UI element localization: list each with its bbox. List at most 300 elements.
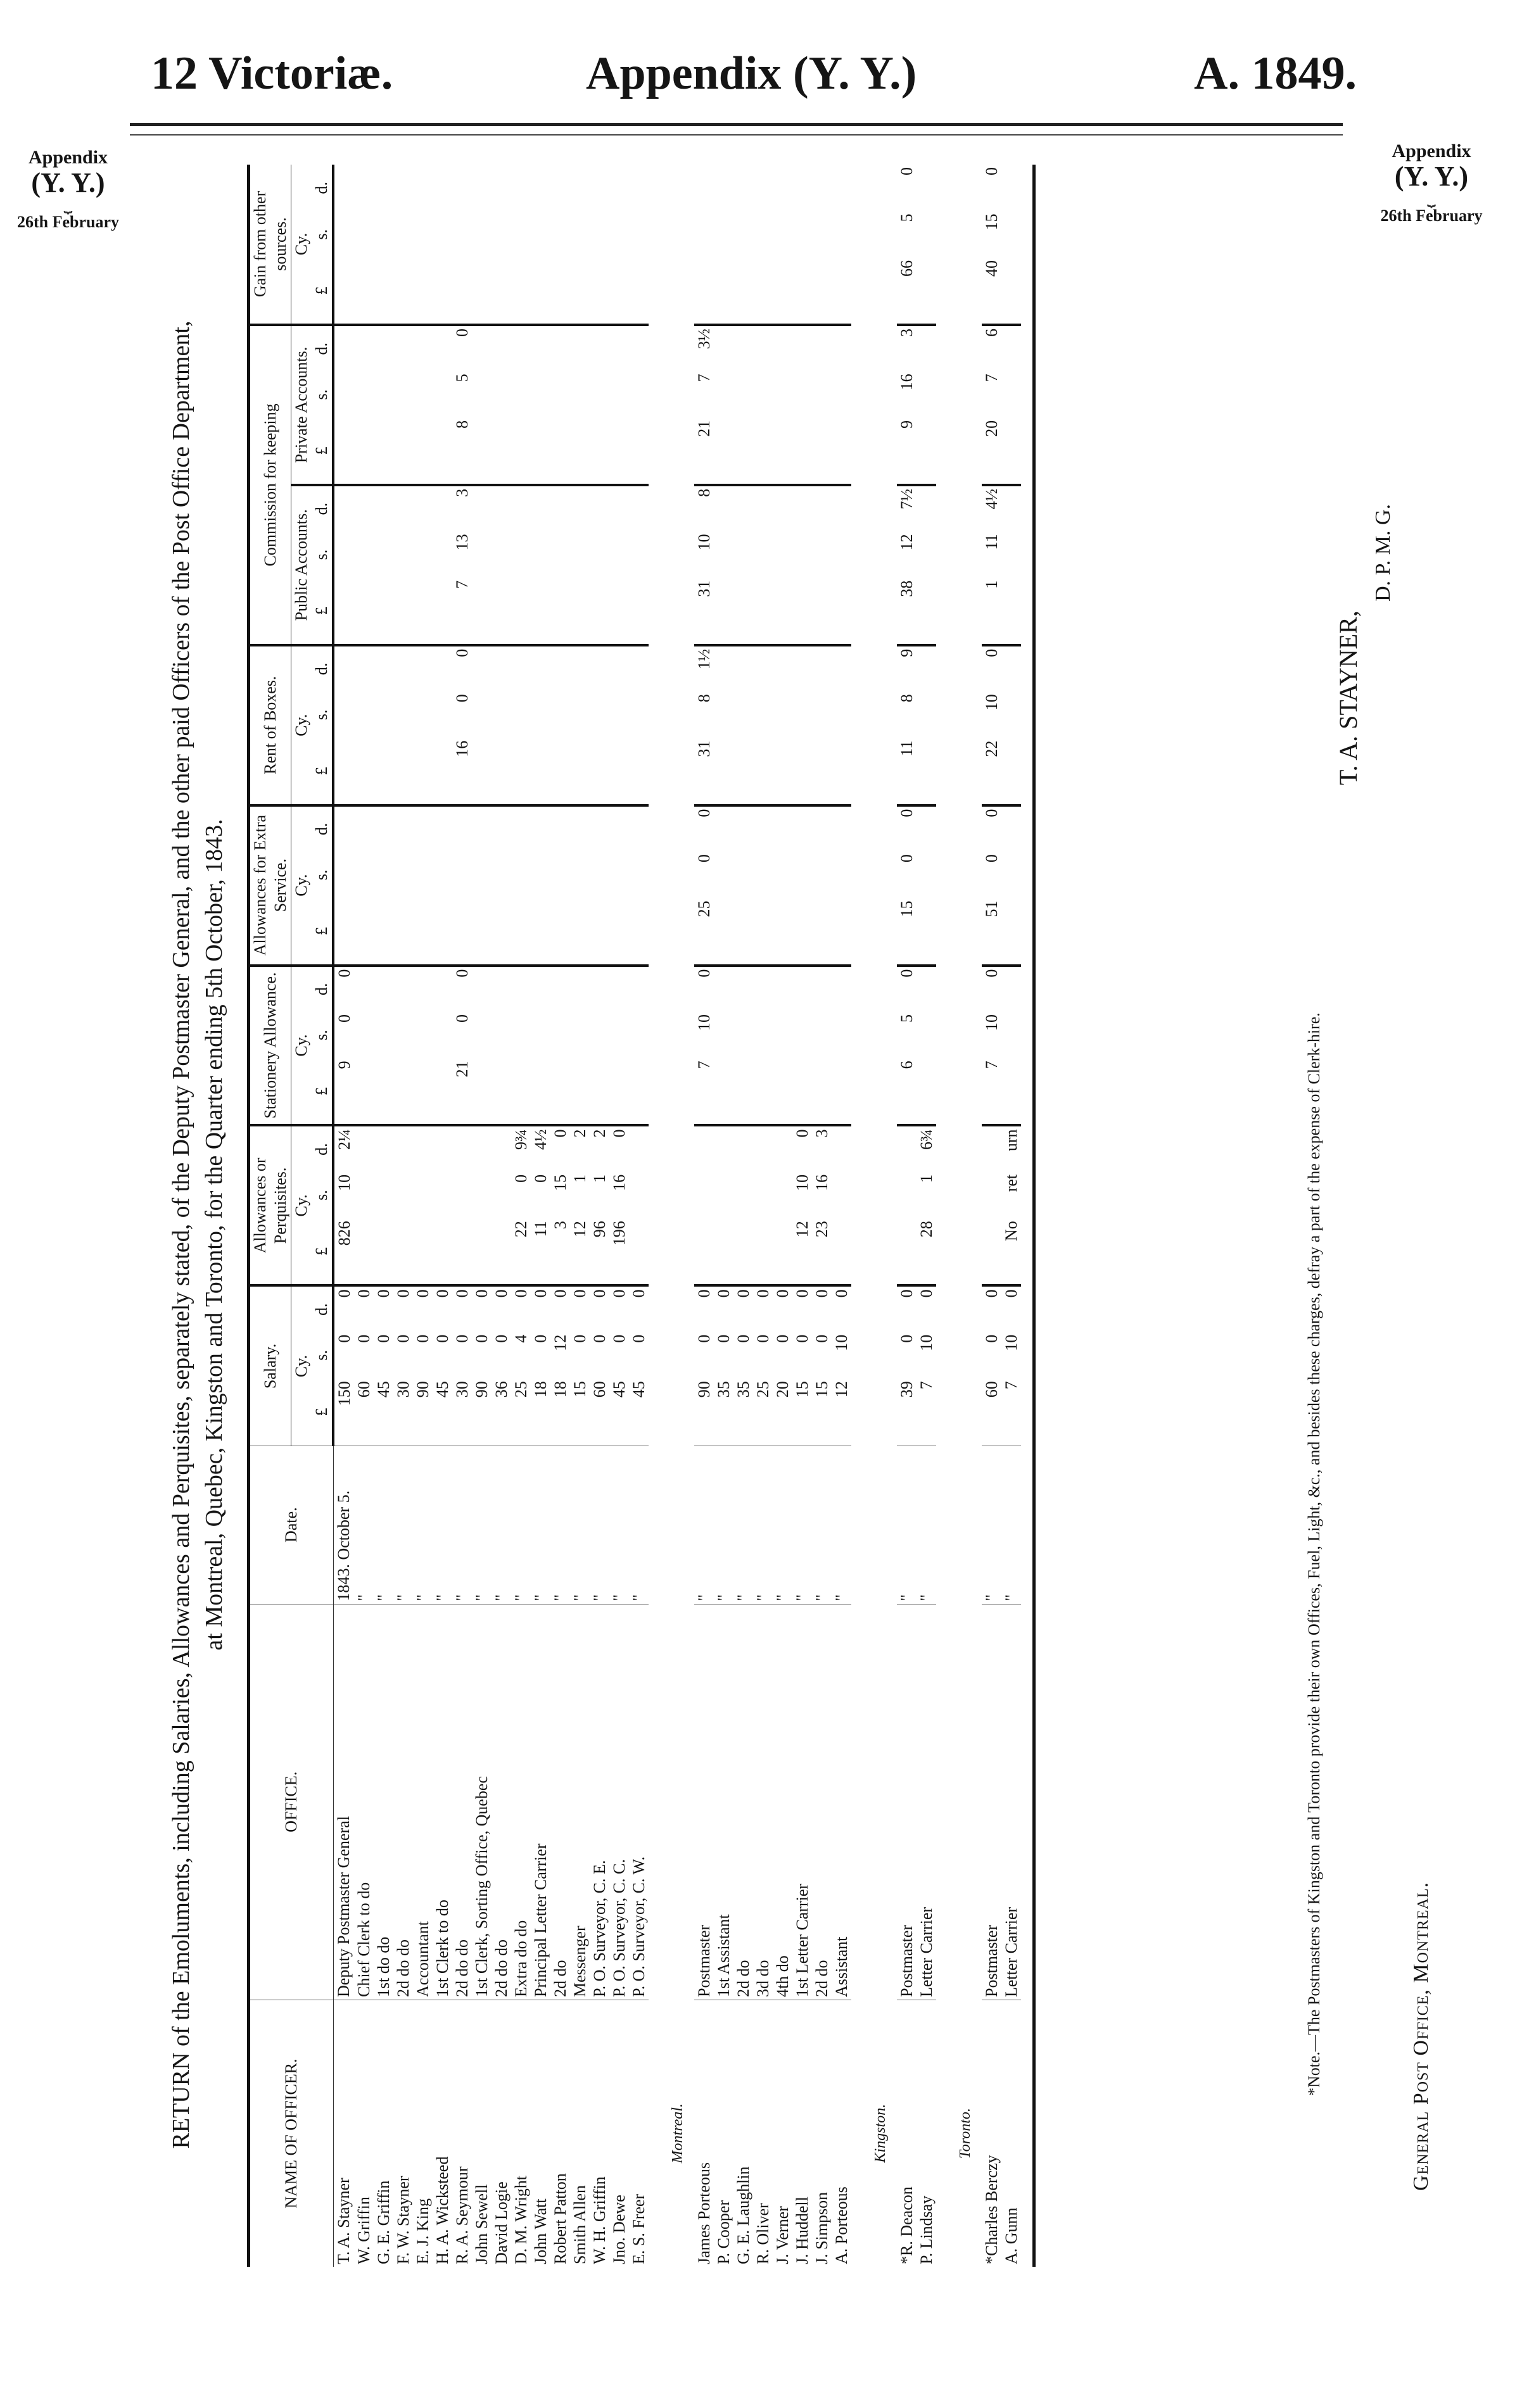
extra-pence: 0 — [695, 809, 713, 817]
gain-shillings — [832, 211, 851, 258]
extra-pence — [354, 805, 374, 852]
allow-pence — [433, 1125, 452, 1171]
gain-shillings — [792, 211, 812, 258]
allow-shillings: 10 — [335, 1174, 353, 1191]
stat-pence — [714, 966, 733, 1012]
gain-shillings — [472, 211, 492, 258]
officer-date: " — [832, 1446, 851, 1604]
gain-pounds — [733, 258, 753, 325]
box-pounds — [393, 738, 413, 805]
gain-shillings — [609, 211, 629, 258]
extra-pounds — [413, 898, 433, 966]
extra-pounds — [393, 898, 413, 966]
box-pence — [570, 645, 590, 691]
table-row — [472, 165, 492, 2267]
extra-shillings — [609, 852, 629, 898]
stat-shillings — [714, 1012, 733, 1058]
pub-pounds — [753, 578, 773, 645]
rotated-return-page — [165, 165, 1482, 2305]
pub-pounds — [733, 578, 753, 645]
box-pence — [393, 645, 413, 691]
table-row — [629, 165, 649, 2267]
lsd-pounds-label: £ — [312, 258, 333, 325]
officer-office: Accountant — [413, 1604, 433, 2000]
extra-shillings — [374, 852, 393, 898]
gain-shillings — [753, 211, 773, 258]
extra-pence — [714, 805, 733, 852]
sal-pence: 0 — [374, 1289, 393, 1298]
gain-shillings — [452, 211, 472, 258]
allow-shillings — [354, 1172, 374, 1218]
box-pounds — [570, 738, 590, 805]
extra-shillings — [917, 852, 936, 898]
box-shillings: 10 — [982, 694, 1001, 711]
gain-pounds — [472, 258, 492, 325]
section-heading-row — [661, 165, 694, 2267]
header-year: A. 1849. — [1194, 47, 1357, 99]
gain-pounds: 40 — [982, 258, 1001, 325]
extra-pounds — [753, 898, 773, 966]
gain-shillings — [492, 211, 511, 258]
table-row — [714, 165, 733, 2267]
stat-shillings — [773, 1012, 792, 1058]
stat-pounds — [570, 1058, 590, 1125]
pub-shillings — [433, 531, 452, 577]
priv-pence — [354, 325, 374, 371]
box-pence — [832, 645, 851, 691]
allow-shillings: 1 — [571, 1174, 589, 1183]
extra-pence: 0 — [898, 809, 916, 817]
gain-pence — [374, 165, 393, 211]
allow-pounds — [753, 1218, 773, 1285]
gain-pounds — [413, 258, 433, 325]
gain-pounds — [714, 258, 733, 325]
priv-shillings — [393, 371, 413, 417]
extra-pence — [733, 805, 753, 852]
officer-date: " — [714, 1446, 733, 1604]
allow-pounds — [413, 1218, 433, 1285]
gain-pence — [492, 165, 511, 211]
sal-pence: 0 — [773, 1289, 792, 1298]
allow-shillings: 0 — [531, 1174, 550, 1183]
extra-shillings — [570, 852, 590, 898]
box-pounds — [433, 738, 452, 805]
sal-shillings: 0 — [610, 1334, 628, 1343]
stat-shillings — [531, 1012, 550, 1058]
allow-pounds: 23 — [812, 1218, 832, 1285]
sal-pence: 0 — [433, 1289, 452, 1298]
officer-name: W. H. Griffin — [590, 2176, 609, 2264]
box-shillings — [433, 691, 452, 738]
extra-pence — [472, 805, 492, 852]
gain-pounds — [590, 258, 609, 325]
officer-office: Postmaster — [897, 1604, 917, 2000]
table-row — [694, 165, 714, 2267]
priv-pounds — [393, 418, 413, 485]
pub-pence — [832, 485, 851, 531]
sal-pence: 0 — [734, 1289, 752, 1298]
priv-shillings — [413, 371, 433, 417]
extra-pounds — [792, 898, 812, 966]
extra-pounds: 15 — [897, 898, 917, 966]
officer-date: " — [374, 1446, 393, 1604]
extra-shillings — [590, 852, 609, 898]
pub-shillings — [550, 531, 570, 577]
pub-pounds — [917, 578, 936, 645]
lsd-shillings-label: s. — [312, 531, 333, 577]
officer-office: Messenger — [570, 1604, 590, 2000]
officer-date: " — [393, 1446, 413, 1604]
col-header-salary: Salary. — [249, 1285, 291, 1446]
stat-pence — [550, 966, 570, 1012]
extra-pence — [792, 805, 812, 852]
allow-pounds: 28 — [917, 1218, 936, 1285]
allow-pence: 0 — [793, 1129, 811, 1138]
side-note-appendix: Appendix — [1392, 141, 1471, 161]
pub-shillings — [472, 531, 492, 577]
side-note-date: 26th February — [16, 213, 120, 231]
gain-pence — [472, 165, 492, 211]
extra-pence — [917, 805, 936, 852]
stat-pounds — [609, 1058, 629, 1125]
sal-pounds: 90 — [472, 1378, 492, 1446]
extra-shillings — [714, 852, 733, 898]
gain-shillings — [733, 211, 753, 258]
allow-pounds: 22 — [511, 1218, 531, 1285]
lsd-pounds-label: £ — [312, 578, 333, 645]
pub-shillings — [773, 531, 792, 577]
footnote: *Note.—The Postmasters of Kingston and Toronto provide their own Offices, Fuel, Light, &c., and besides these charges, defray a part of the expense of Clerk-hire. — [1305, 1012, 1323, 2096]
extra-pounds — [714, 898, 733, 966]
officer-date: " — [629, 1446, 649, 1604]
officer-name: J. Huddell — [793, 2197, 811, 2264]
pub-pounds — [812, 578, 832, 645]
table-row — [570, 165, 590, 2267]
allow-shillings — [982, 1172, 1001, 1218]
allow-shillings — [492, 1172, 511, 1218]
pub-shillings: 10 — [695, 534, 713, 551]
pub-pence — [917, 485, 936, 531]
allow-pence: 0 — [610, 1129, 628, 1138]
sal-pence: 0 — [1002, 1289, 1020, 1298]
table-row — [982, 165, 1001, 2267]
officer-name: John Sewell — [473, 2184, 491, 2264]
extra-pence — [452, 805, 472, 852]
priv-shillings — [550, 371, 570, 417]
pub-shillings — [531, 531, 550, 577]
officer-date: " — [609, 1446, 629, 1604]
officer-office: 1st do do — [374, 1604, 393, 2000]
allow-pence — [629, 1125, 649, 1171]
box-pence — [792, 645, 812, 691]
sal-shillings: 0 — [813, 1334, 831, 1343]
priv-shillings — [714, 371, 733, 417]
box-shillings — [492, 691, 511, 738]
pub-pounds — [511, 578, 531, 645]
gain-pounds — [550, 258, 570, 325]
stat-pence: 0 — [695, 969, 713, 978]
pub-pounds — [433, 578, 452, 645]
pub-pence — [812, 485, 832, 531]
stat-pounds: 6 — [897, 1058, 917, 1125]
gain-pounds — [492, 258, 511, 325]
priv-pounds — [511, 418, 531, 485]
extra-pence — [1001, 805, 1021, 852]
extra-pence — [773, 805, 792, 852]
lsd-shillings-label: s. — [312, 1172, 333, 1218]
gain-shillings — [694, 211, 714, 258]
stat-pence — [832, 966, 851, 1012]
allow-shillings — [897, 1172, 917, 1218]
officer-date: " — [590, 1446, 609, 1604]
allow-pounds — [714, 1218, 733, 1285]
stat-pence — [792, 966, 812, 1012]
allow-pence: 9¾ — [512, 1129, 530, 1150]
pub-pence — [629, 485, 649, 531]
section-gap — [649, 165, 661, 2267]
lsd-pence-label: d. — [312, 1125, 333, 1171]
box-pounds — [917, 738, 936, 805]
gain-shillings — [773, 211, 792, 258]
gain-shillings — [714, 211, 733, 258]
pub-shillings — [917, 531, 936, 577]
extra-pounds — [333, 898, 354, 966]
box-pounds — [511, 738, 531, 805]
priv-shillings — [773, 371, 792, 417]
gain-pence — [609, 165, 629, 211]
sal-pence: 0 — [917, 1289, 936, 1298]
gain-shillings: 5 — [898, 213, 916, 222]
section-heading-row — [864, 165, 897, 2267]
gain-pounds — [694, 258, 714, 325]
cy-label: Cy. — [291, 1285, 312, 1446]
allow-pence — [897, 1125, 917, 1171]
stat-pence — [393, 966, 413, 1012]
table-row — [917, 165, 936, 2267]
box-pence — [550, 645, 570, 691]
extra-shillings — [452, 852, 472, 898]
stat-pence — [773, 966, 792, 1012]
stat-pounds — [812, 1058, 832, 1125]
extra-pence — [609, 805, 629, 852]
section-gap-cell — [649, 165, 661, 2267]
sal-pence: 0 — [832, 1289, 851, 1298]
table-row — [897, 165, 917, 2267]
pub-shillings — [492, 531, 511, 577]
officer-date: " — [354, 1446, 374, 1604]
sal-shillings: 0 — [754, 1334, 772, 1343]
box-shillings — [917, 691, 936, 738]
priv-pence — [570, 325, 590, 371]
sal-shillings: 12 — [551, 1334, 569, 1351]
officer-date: " — [433, 1446, 452, 1604]
extra-shillings — [393, 852, 413, 898]
extra-pounds — [917, 898, 936, 966]
pub-shillings — [753, 531, 773, 577]
officer-office: Postmaster — [982, 1604, 1001, 2000]
priv-pence — [413, 325, 433, 371]
stat-pounds: 21 — [452, 1058, 472, 1125]
allow-pence — [773, 1125, 792, 1171]
officer-name: R. Oliver — [754, 2203, 772, 2264]
pub-pounds — [629, 578, 649, 645]
officer-date: " — [511, 1446, 531, 1604]
sal-shillings: 0 — [335, 1334, 353, 1343]
allow-pence: 4½ — [531, 1129, 550, 1150]
lsd-pounds-label: £ — [312, 738, 333, 805]
allow-pounds — [492, 1218, 511, 1285]
officer-name: Robert Patton — [551, 2173, 569, 2264]
pub-shillings — [609, 531, 629, 577]
pub-pounds — [531, 578, 550, 645]
pub-pounds: 7 — [452, 578, 472, 645]
extra-pounds — [570, 898, 590, 966]
priv-pounds — [609, 418, 629, 485]
sal-pence: 0 — [355, 1289, 373, 1298]
gain-pence — [413, 165, 433, 211]
officer-name: P. Cooper — [714, 2200, 733, 2264]
box-pounds — [492, 738, 511, 805]
sal-shillings: 0 — [734, 1334, 752, 1343]
sal-pounds: 18 — [531, 1378, 550, 1446]
pub-pence — [753, 485, 773, 531]
priv-shillings: 5 — [453, 374, 471, 382]
priv-shillings — [333, 371, 354, 417]
gain-pence — [531, 165, 550, 211]
allow-pounds — [982, 1218, 1001, 1285]
allow-pence — [733, 1125, 753, 1171]
pub-pounds — [609, 578, 629, 645]
stat-pence — [492, 966, 511, 1012]
pub-shillings — [511, 531, 531, 577]
gain-pounds — [433, 258, 452, 325]
allow-pence — [492, 1125, 511, 1171]
gain-pence — [570, 165, 590, 211]
pub-shillings — [1001, 531, 1021, 577]
priv-shillings — [629, 371, 649, 417]
priv-shillings — [511, 371, 531, 417]
table-row — [773, 165, 792, 2267]
stat-pounds — [753, 1058, 773, 1125]
pub-pounds — [333, 578, 354, 645]
pub-shillings — [333, 531, 354, 577]
officer-name: G. E. Laughlin — [734, 2166, 752, 2264]
sal-shillings: 10 — [832, 1334, 851, 1351]
sal-pence: 0 — [571, 1289, 589, 1298]
box-pounds — [773, 738, 792, 805]
box-pence — [472, 645, 492, 691]
footer-office: General Post Office, Montreal. — [1409, 1881, 1433, 2191]
priv-pounds — [629, 418, 649, 485]
allow-pence: 0 — [551, 1129, 569, 1138]
section-gap — [936, 165, 949, 2267]
officer-name: A. Gunn — [1002, 2207, 1020, 2264]
officer-name: T. A. Stayner — [334, 2178, 353, 2264]
pub-pence — [1001, 485, 1021, 531]
sal-pence: 0 — [754, 1289, 772, 1298]
pub-pence — [393, 485, 413, 531]
section-gap-cell — [1021, 165, 1034, 2267]
priv-pounds: 20 — [982, 418, 1001, 485]
lsd-pence-label: d. — [312, 645, 333, 691]
pub-shillings: 11 — [982, 534, 1001, 550]
gain-pence — [511, 165, 531, 211]
box-pounds — [413, 738, 433, 805]
officer-office: 2d do do — [452, 1604, 472, 2000]
sal-shillings: 0 — [695, 1334, 713, 1343]
gain-pence — [753, 165, 773, 211]
box-shillings — [609, 691, 629, 738]
priv-pence: 3 — [898, 329, 916, 337]
priv-shillings — [472, 371, 492, 417]
priv-pence — [333, 325, 354, 371]
pub-shillings — [393, 531, 413, 577]
stat-shillings — [832, 1012, 851, 1058]
extra-pence — [413, 805, 433, 852]
sal-shillings: 0 — [793, 1334, 811, 1343]
allow-shillings — [393, 1172, 413, 1218]
allow-shillings: 10 — [793, 1174, 811, 1191]
officer-office: 2d do do — [393, 1604, 413, 2000]
stat-shillings — [812, 1012, 832, 1058]
allow-shillings — [714, 1172, 733, 1218]
allow-pounds: 3 — [550, 1218, 570, 1285]
officer-office: Principal Letter Carrier — [531, 1604, 550, 2000]
pub-pence: 8 — [695, 488, 713, 497]
allow-pounds — [694, 1218, 714, 1285]
gain-pounds — [354, 258, 374, 325]
table-row — [792, 165, 812, 2267]
stat-shillings: 0 — [335, 1014, 353, 1023]
officer-office: 4th do — [773, 1604, 792, 2000]
allow-shillings — [433, 1172, 452, 1218]
pub-pounds — [374, 578, 393, 645]
stat-shillings — [917, 1012, 936, 1058]
gain-pence — [733, 165, 753, 211]
officer-date: " — [773, 1446, 792, 1604]
pub-pence — [550, 485, 570, 531]
gain-pounds — [609, 258, 629, 325]
officer-date: " — [531, 1446, 550, 1604]
box-shillings — [472, 691, 492, 738]
priv-pounds — [413, 418, 433, 485]
section-heading-row — [949, 165, 982, 2267]
priv-pence — [393, 325, 413, 371]
officer-date: " — [492, 1446, 511, 1604]
box-shillings — [629, 691, 649, 738]
lsd-shillings-label: s. — [312, 852, 333, 898]
officer-name: J. Simpson — [813, 2191, 831, 2264]
col-header-private: Private Accounts. — [291, 325, 312, 485]
priv-pounds — [917, 418, 936, 485]
sal-pounds: 90 — [694, 1378, 714, 1446]
allow-pence: 2 — [571, 1129, 589, 1138]
priv-pounds — [531, 418, 550, 485]
pub-shillings — [792, 531, 812, 577]
stat-pence — [531, 966, 550, 1012]
gain-shillings — [550, 211, 570, 258]
gain-pounds — [917, 258, 936, 325]
officer-office: Postmaster — [694, 1604, 714, 2000]
gain-pence — [714, 165, 733, 211]
sal-pence: 0 — [695, 1289, 713, 1298]
extra-shillings — [773, 852, 792, 898]
gain-pence — [629, 165, 649, 211]
sal-shillings: 0 — [414, 1334, 432, 1343]
pub-shillings — [812, 531, 832, 577]
box-pence: 0 — [453, 648, 471, 657]
gain-pence — [354, 165, 374, 211]
